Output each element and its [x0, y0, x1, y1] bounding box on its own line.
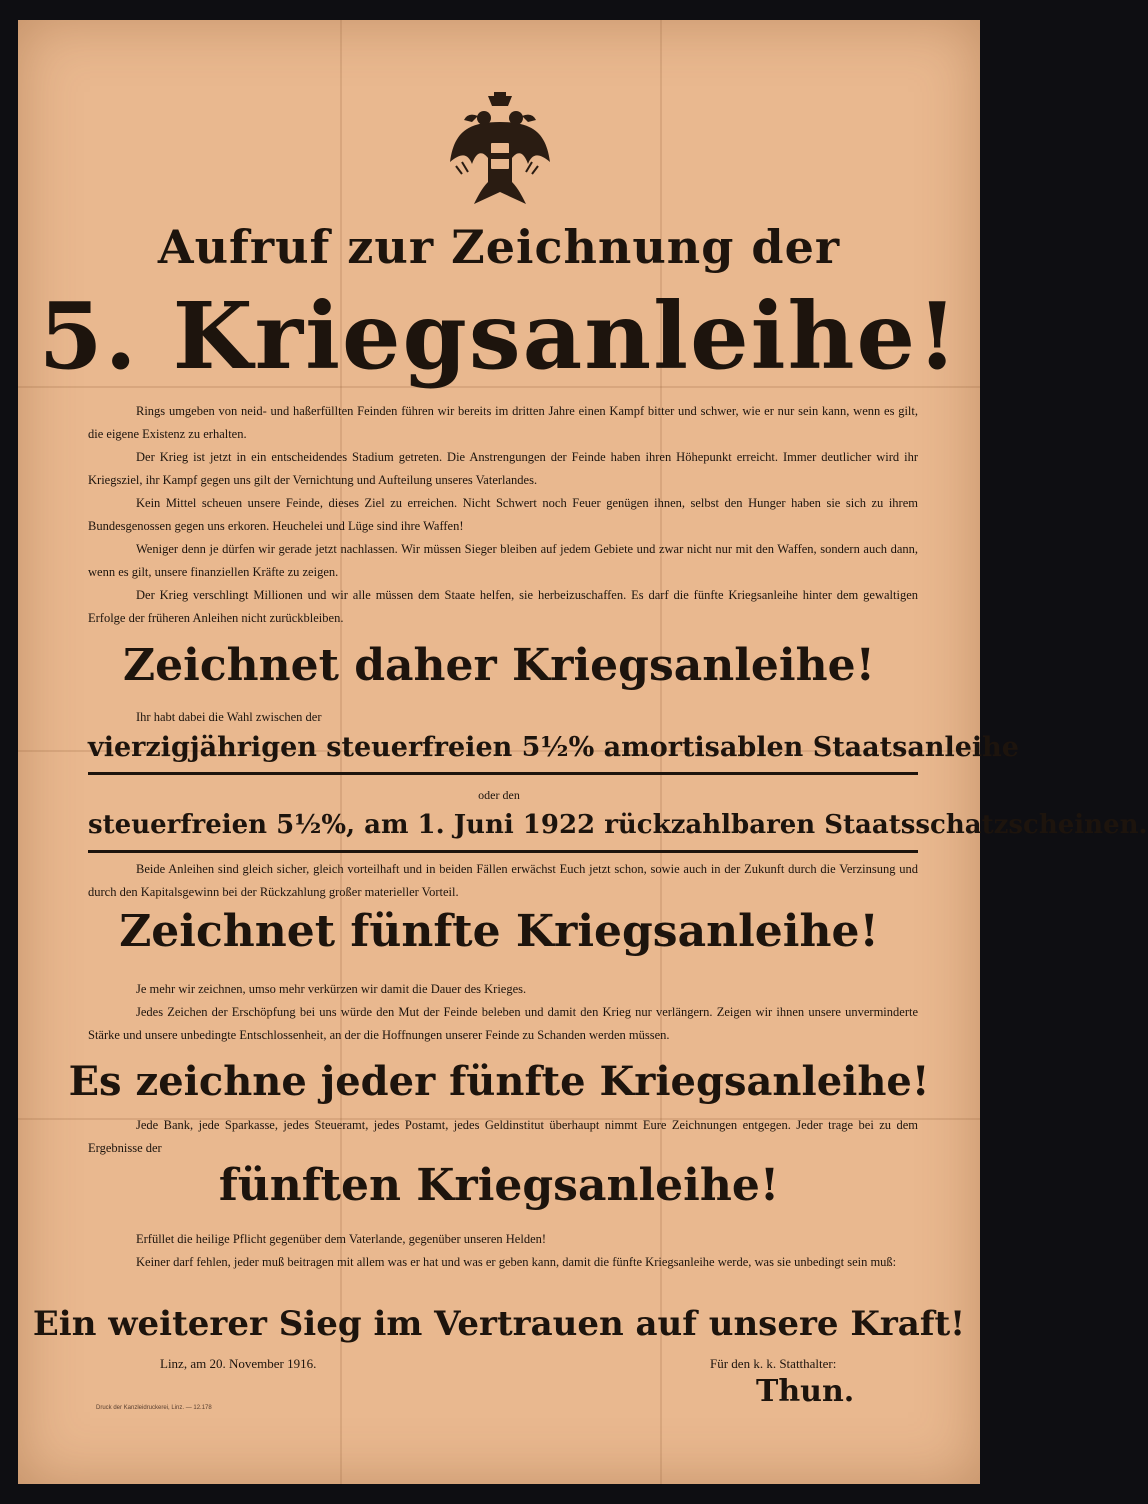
middle-text	[88, 978, 918, 1047]
slogan-fuenften-kriegsanleihe: fünften Kriegsanleihe!	[218, 1160, 780, 1211]
closing-text	[88, 1228, 918, 1274]
double-eagle-emblem-icon	[448, 92, 552, 212]
middle-paragraph: Jedes Zeichen der Erschöpfung bei uns würde den Mut der Feinde beleben und damit den Krieg nur verlängern. Zeigen wir ihnen unsere unverminderte Stärke und unsere unbedingte Entschlossenheit, an der die Hoffnungen unserer Feinde zu Schanden werden müssen.	[88, 1005, 918, 1042]
middle-paragraph: Je mehr wir zeichnen, umso mehr verkürzen wir damit die Dauer des Krieges.	[136, 982, 527, 996]
intro-paragraph: Weniger denn je dürfen wir gerade jetzt nachlassen. Wir müssen Sieger bleiben auf jedem Gebiete und zwar nicht nur mit den Waffen, sondern auch dann, wenn es gilt, unsere finanziellen Kräfte zu zeigen.	[88, 542, 918, 579]
printer-imprint: Druck der Kanzleidruckerei, Linz. — 12.178	[96, 1405, 212, 1411]
poster-sheet	[18, 20, 1148, 1484]
both-loans-text	[88, 858, 918, 904]
closing-paragraph: Keiner darf fehlen, jeder muß beitragen mit allem was er hat und was er geben kann, damit die fünfte Kriegsanleihe werde, was sie unbedingt sein muß:	[136, 1255, 897, 1269]
bank-text	[88, 1114, 918, 1160]
signature-thun: Thun.	[756, 1374, 855, 1409]
poster-title-line1: Aufruf zur Zeichnung der	[157, 220, 841, 274]
place-date: Linz, am 20. November 1916.	[160, 1356, 317, 1371]
intro-paragraph: Kein Mittel scheuen unsere Feinde, dieses Ziel zu erreichen. Nicht Schwert noch Feuer genügen ihnen, selbst den Hunger haben sie sich zu ihrem Bundesgenossen gegen uns erkoren. Heuchelei und Lüge sind ihre Waffen!	[88, 496, 918, 533]
divider-rule	[88, 772, 918, 775]
authority-line: Für den k. k. Statthalter:	[710, 1356, 837, 1371]
or-text: oder den	[478, 788, 520, 802]
slogan-weiterer-sieg: Ein weiterer Sieg im Vertrauen auf unsere Kraft!	[32, 1304, 966, 1344]
slogan-zeichnet-fuenfte: Zeichnet fünfte Kriegsanleihe!	[119, 906, 879, 957]
poster-title-line2: 5. Kriegsanleihe!	[38, 282, 960, 390]
slogan-es-zeichne-jeder: Es zeichne jeder fünfte Kriegsanleihe!	[68, 1058, 930, 1105]
choice-intro: Ihr habt dabei die Wahl zwischen der	[136, 710, 322, 724]
slogan-zeichnet-daher: Zeichnet daher Kriegsanleihe!	[123, 640, 875, 691]
closing-paragraph: Erfüllet die heilige Pflicht gegenüber dem Vaterlande, gegenüber unseren Helden!	[136, 1232, 547, 1246]
intro-text	[88, 400, 918, 630]
intro-paragraph: Der Krieg verschlingt Millionen und wir alle müssen dem Staate helfen, sie herbeizuschaffen. Es darf die fünfte Kriegsanleihe hinter dem gewaltigen Erfolge der früheren Anleihen nicht zurückbleiben.	[88, 588, 918, 625]
bank-paragraph: Jede Bank, jede Sparkasse, jedes Steueramt, jedes Postamt, jedes Geldinstitut überhaupt nimmt Eure Zeichnungen entgegen. Jeder trage bei zu dem Ergebnisse der	[88, 1118, 918, 1155]
loan-option-schatzscheine: steuerfreien 5½%, am 1. Juni 1922 rückzahlbaren Staatsschatzscheinen.	[88, 810, 1148, 840]
intro-paragraph: Der Krieg ist jetzt in ein entscheidendes Stadium getreten. Die Anstrengungen der Feinde haben ihren Höhepunkt erreicht. Immer deutlicher wird ihr Kriegsziel, ihr Kampf gegen uns gilt der Vernichtung und Aufteilung unseres Vaterlandes.	[88, 450, 918, 487]
intro-paragraph: Rings umgeben von neid- und haßerfüllten Feinden führen wir bereits im dritten Jahre einen Kampf bitter und schwer, wie er nur sein kann, wenn es gilt, die eigene Existenz zu erhalten.	[88, 404, 918, 441]
divider-rule	[88, 850, 918, 853]
both-loans-paragraph: Beide Anleihen sind gleich sicher, gleich vorteilhaft und in beiden Fällen erwächst Euch jetzt schon, sowie auch in der Zukunft durch die Verzinsung und durch den Kapitalsgewinn bei der Rückzahlung großer materieller Vorteil.	[88, 862, 918, 899]
loan-option-staatsanleihe: vierzigjährigen steuerfreien 5½% amortisablen Staatsanleihe	[88, 732, 1019, 763]
